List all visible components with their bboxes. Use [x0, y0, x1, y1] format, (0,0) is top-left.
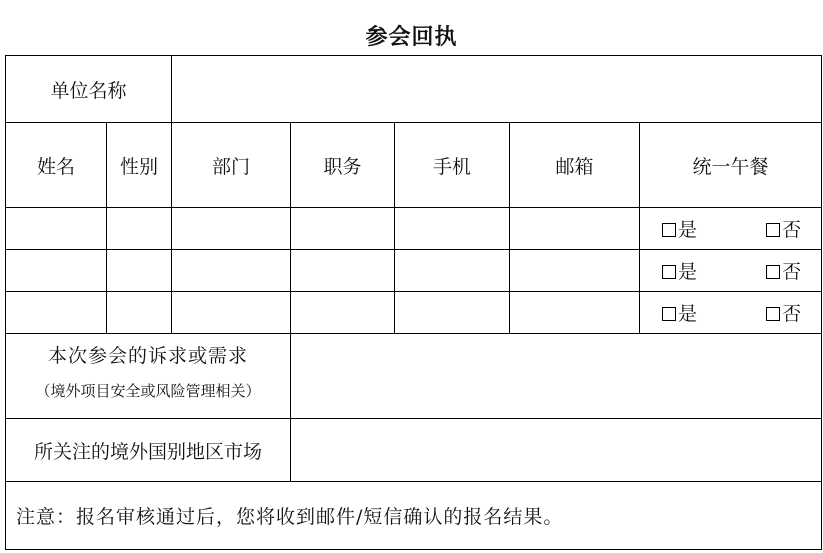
column-header-name: 姓名: [6, 123, 107, 208]
request-field[interactable]: [291, 334, 822, 419]
lunch-yes-option[interactable]: 是: [662, 299, 697, 326]
column-header-position: 职务: [291, 123, 395, 208]
name-cell[interactable]: [6, 208, 107, 250]
name-cell[interactable]: [6, 292, 107, 334]
lunch-choice: [640, 208, 822, 250]
column-header-email: 邮箱: [510, 123, 640, 208]
gender-cell[interactable]: [107, 208, 172, 250]
checkbox-icon[interactable]: [766, 223, 780, 237]
phone-cell[interactable]: [395, 250, 510, 292]
table-row: [6, 208, 822, 250]
department-cell[interactable]: [172, 208, 291, 250]
gender-cell[interactable]: [107, 250, 172, 292]
phone-cell[interactable]: [395, 292, 510, 334]
notice-text: 注意：报名审核通过后，您将收到邮件/短信确认的报名结果。: [6, 482, 822, 550]
checkbox-icon[interactable]: [662, 265, 676, 279]
registration-form-table: [5, 55, 822, 550]
request-label: 本次参会的诉求或需求: [48, 345, 249, 367]
gender-cell[interactable]: [107, 292, 172, 334]
department-cell[interactable]: [172, 292, 291, 334]
column-header-phone: 手机: [395, 123, 510, 208]
checkbox-icon[interactable]: [766, 265, 780, 279]
position-cell[interactable]: [291, 292, 395, 334]
market-label: 所关注的境外国别地区市场: [6, 419, 291, 482]
market-field[interactable]: [291, 419, 822, 482]
lunch-choice: [640, 292, 822, 334]
email-cell[interactable]: [510, 208, 640, 250]
department-cell[interactable]: [172, 250, 291, 292]
lunch-no-option[interactable]: 否: [766, 257, 801, 284]
phone-cell[interactable]: [395, 208, 510, 250]
form-title: 参会回执: [365, 24, 458, 50]
name-cell[interactable]: [6, 250, 107, 292]
column-header-department: 部门: [172, 123, 291, 208]
lunch-choice: [640, 250, 822, 292]
lunch-yes-option[interactable]: 是: [662, 257, 697, 284]
lunch-yes-option[interactable]: 是: [662, 215, 697, 242]
unit-name-label: 单位名称: [6, 56, 172, 123]
checkbox-icon[interactable]: [766, 307, 780, 321]
email-cell[interactable]: [510, 292, 640, 334]
checkbox-icon[interactable]: [662, 223, 676, 237]
column-header-gender: 性别: [107, 123, 172, 208]
table-row: [6, 250, 822, 292]
position-cell[interactable]: [291, 208, 395, 250]
unit-name-field[interactable]: [172, 56, 822, 123]
email-cell[interactable]: [510, 250, 640, 292]
table-row: [6, 292, 822, 334]
request-sublabel: （境外项目安全或风险管理相关）: [35, 382, 261, 400]
lunch-no-option[interactable]: 否: [766, 215, 801, 242]
lunch-no-option[interactable]: 否: [766, 299, 801, 326]
checkbox-icon[interactable]: [662, 307, 676, 321]
request-label-cell: [6, 334, 291, 419]
column-header-lunch: 统一午餐: [640, 123, 822, 208]
position-cell[interactable]: [291, 250, 395, 292]
